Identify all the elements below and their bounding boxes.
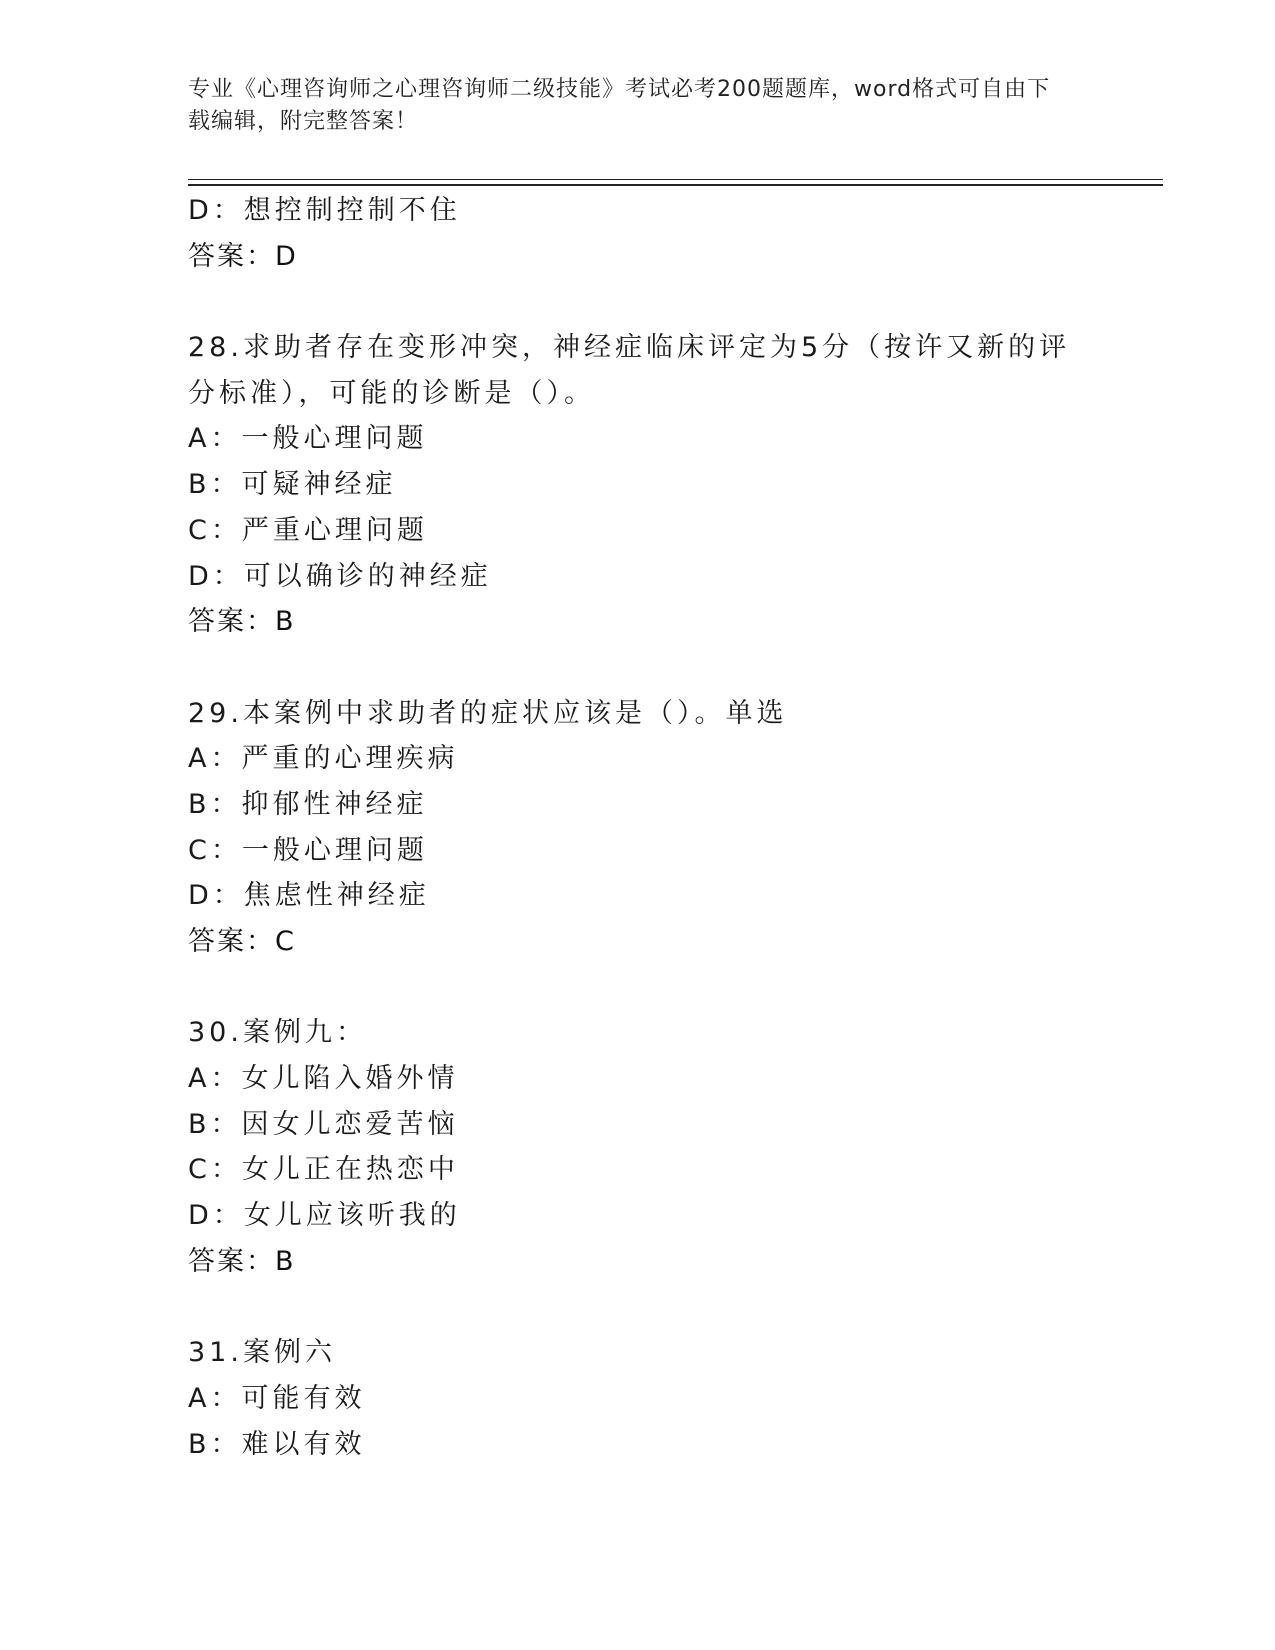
option-d: D：焦虑性神经症 [188, 880, 430, 912]
question-stem-29: 29.本案例中求助者的症状应该是（）。单选 [188, 697, 788, 729]
option-a: A：女儿陷入婚外情 [188, 1063, 459, 1095]
spacer [188, 645, 1088, 691]
option-a: A：一般心理问题 [188, 423, 428, 455]
option-a: A：严重的心理疾病 [188, 743, 459, 775]
option-d: D：想控制控制不住 [188, 195, 461, 226]
option-b: B：可疑神经症 [188, 469, 397, 501]
option-b: B：难以有效 [188, 1428, 366, 1460]
option-d: D：女儿应该听我的 [188, 1200, 461, 1232]
option-b: B：抑郁性神经症 [188, 788, 428, 820]
spacer [188, 965, 1088, 1011]
option-b: B：因女儿恋爱苦恼 [188, 1108, 459, 1140]
option-a: A：可能有效 [188, 1382, 366, 1414]
question-list [188, 188, 1088, 1467]
option-c: C：一般心理问题 [188, 834, 428, 866]
answer-line: 答案：B [188, 1245, 296, 1277]
question-stem-31: 31.案例六 [188, 1337, 336, 1369]
option-c: C：严重心理问题 [188, 514, 428, 546]
question-stem-28: 28.求助者存在变形冲突，神经症临床评定为5分（按许又新的评分标准），可能的诊断是（）。 [188, 332, 1071, 409]
page-header: 专业《心理咨询师之心理咨询师二级技能》考试必考200题题库，word格式可自由下载编辑，附完整答案！ [188, 77, 1051, 134]
header-divider-thin [188, 179, 1163, 180]
answer-line: 答案：D [188, 240, 298, 272]
answer-line: 答案：B [188, 606, 296, 638]
spacer [188, 279, 1088, 325]
answer-line: 答案：C [188, 926, 296, 958]
option-d: D：可以确诊的神经症 [188, 560, 492, 592]
question-stem-30: 30.案例九： [188, 1017, 367, 1049]
option-c: C：女儿正在热恋中 [188, 1154, 459, 1186]
spacer [188, 1285, 1088, 1331]
header-divider-thick [188, 184, 1163, 186]
